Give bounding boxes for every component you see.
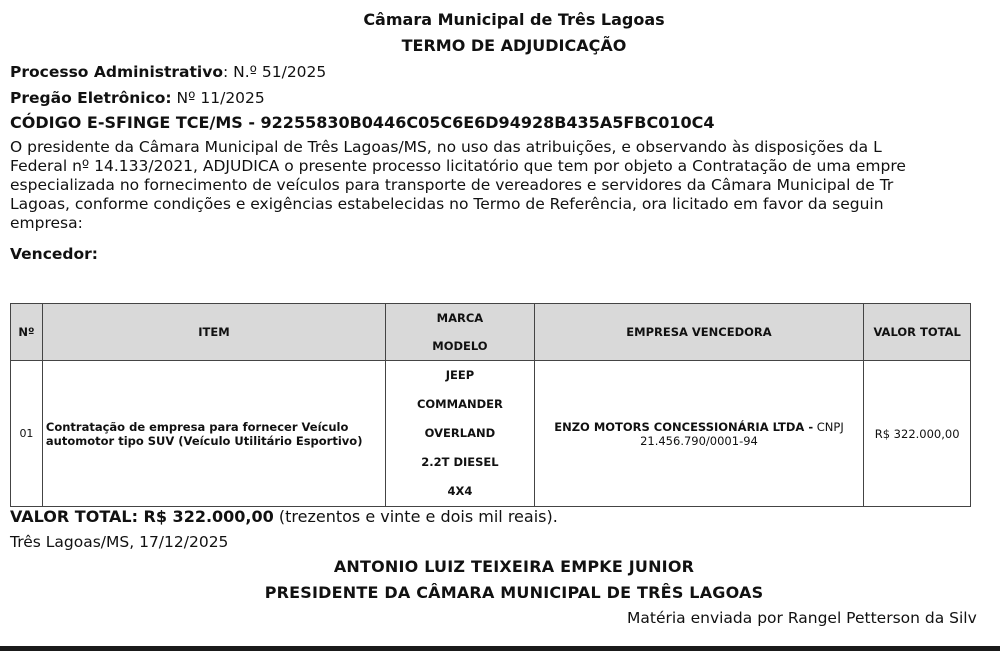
row-total-value: R$ 322.000,00 — [864, 361, 971, 507]
process-admin-value: : N.º 51/2025 — [222, 63, 327, 81]
signatory-role: PRESIDENTE DA CÂMARA MUNICIPAL DE TRÊS LAGOAS — [264, 583, 764, 602]
header-model: MODELO — [432, 339, 488, 353]
table-header-row — [11, 304, 971, 361]
model-line: COMMANDER — [416, 397, 503, 411]
row-item-description: Contratação de empresa para fornecer Veículo automotor tipo SUV (Veículo Utilitário Esportivo) — [42, 361, 385, 507]
engine-line: 2.2T DIESEL — [421, 455, 499, 469]
paragraph-line: Federal nº 14.133/2021, ADJUDICA o presente processo licitatório que tem por objeto a Contratação de uma empre — [10, 157, 906, 175]
header-company: EMPRESA VENCEDORA — [534, 304, 864, 361]
row-winning-company — [534, 361, 864, 507]
paragraph-line: Lagoas, conforme condições e exigências estabelecidas no Termo de Referência, ora licitado em favor da seguin — [10, 195, 884, 213]
table-row — [11, 361, 971, 507]
header-brand-model — [386, 304, 535, 361]
paragraph-line: especializada no fornecimento de veículos para transporte de vereadores e servidores da Câmara Municipal de Tr — [10, 176, 894, 194]
version-line: OVERLAND — [424, 426, 496, 440]
place-date: Três Lagoas/MS, 17/12/2025 — [10, 533, 229, 551]
header-total-value: VALOR TOTAL — [864, 304, 971, 361]
header-brand: MARCA — [436, 311, 484, 325]
row-brand-model — [386, 361, 535, 507]
traction-line: 4X4 — [447, 484, 473, 498]
institution-title: Câmara Municipal de Três Lagoas — [363, 10, 665, 29]
paragraph-line: empresa: — [10, 214, 83, 232]
adjudication-paragraph — [10, 138, 1000, 233]
header-number: Nº — [11, 304, 43, 361]
credit-line: Matéria enviada por Rangel Petterson da Silv — [627, 609, 977, 627]
pregao-label: Pregão Eletrônico: — [10, 89, 172, 107]
paragraph-line: O presidente da Câmara Municipal de Três Lagoas/MS, no uso das atribuições, e observando às disposições da L — [10, 138, 882, 156]
pregao-line — [10, 89, 265, 107]
winner-label: Vencedor: — [10, 245, 98, 263]
company-name: ENZO MOTORS CONCESSIONÁRIA LTDA - — [554, 419, 814, 434]
header-item: ITEM — [42, 304, 385, 361]
signatory-name: ANTONIO LUIZ TEIXEIRA EMPKE JUNIOR — [333, 557, 695, 576]
process-admin-line — [10, 63, 326, 81]
pregao-value: Nº 11/2025 — [171, 89, 265, 107]
total-value-words: (trezentos e vinte e dois mil reais). — [273, 507, 558, 526]
process-admin-label: Processo Administrativo — [10, 63, 223, 81]
brand-line: JEEP — [445, 368, 475, 382]
company-cnpj: CNPJ 21.456.790/0001-94 — [640, 419, 844, 448]
row-number: 01 — [11, 361, 43, 507]
esfinge-code: CÓDIGO E-SFINGE TCE/MS - 92255830B0446C05C6E6D94928B435A5FBC010C4 — [10, 113, 715, 132]
adjudication-table — [10, 303, 971, 507]
bottom-divider — [0, 646, 1000, 651]
total-value-line — [10, 507, 558, 526]
document-title: TERMO DE ADJUDICAÇÃO — [401, 36, 627, 55]
total-value-label: VALOR TOTAL: R$ 322.000,00 — [10, 507, 274, 526]
